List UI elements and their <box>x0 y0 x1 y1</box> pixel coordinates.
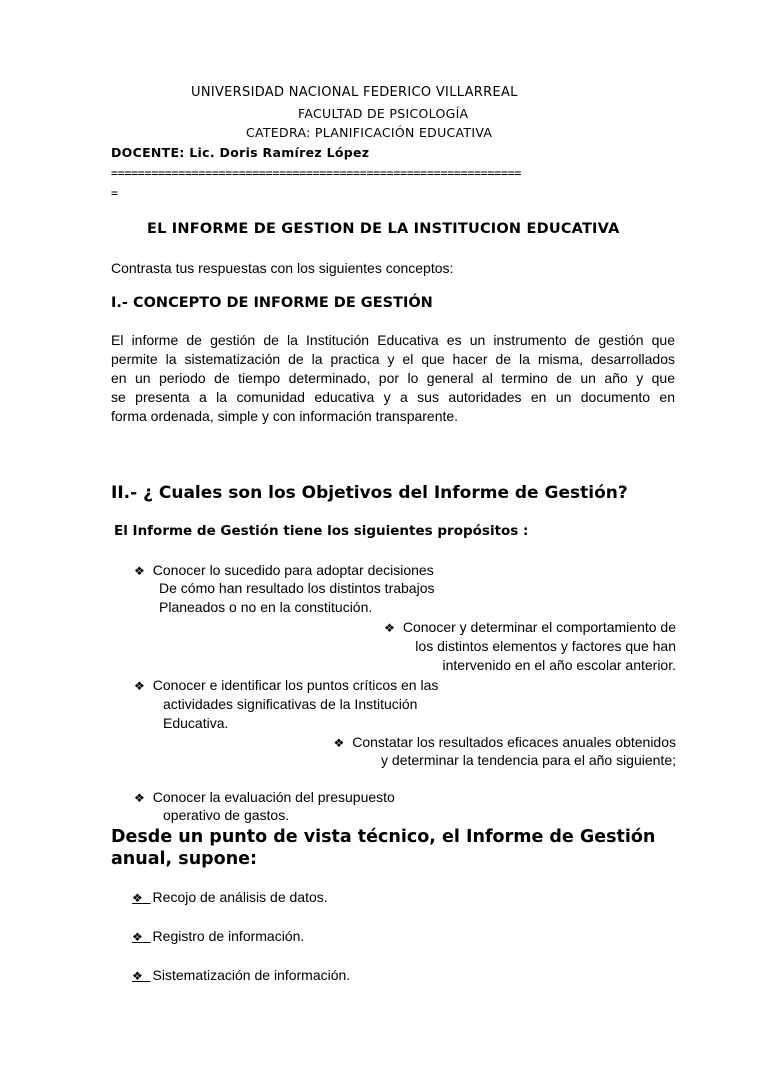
objective-item <box>384 619 676 635</box>
faculty-name: FACULTAD DE PSICOLOGÍA <box>298 106 469 121</box>
objective-item <box>333 734 676 750</box>
technical-item <box>132 889 328 905</box>
university-name: UNIVERSIDAD NACIONAL FEDERICO VILLARREAL <box>191 85 518 100</box>
diamond-bullet-icon: ❖ <box>134 679 145 693</box>
separator-rule: ============================================================= <box>111 166 522 180</box>
objective-line: operativo de gastos. <box>163 807 290 823</box>
objective-item <box>134 562 434 578</box>
objective-item <box>134 677 438 693</box>
teacher-line: DOCENTE: Lic. Doris Ramírez López <box>111 145 370 160</box>
diamond-bullet-icon: ❖ <box>132 930 143 944</box>
section3-heading-line1: Desde un punto de vista técnico, el Informe de Gestión <box>111 827 656 847</box>
section1-heading: I.- CONCEPTO DE INFORME DE GESTIÓN <box>111 295 433 311</box>
objective-line: Conocer lo sucedido para adoptar decisiones <box>152 562 434 578</box>
objective-line: De cómo han resultado los distintos trabajos <box>159 580 435 596</box>
diamond-bullet-icon: ❖ <box>132 969 143 983</box>
technical-item-label: Registro de información. <box>152 928 305 944</box>
objective-line: Conocer y determinar el comportamiento de <box>402 619 676 635</box>
section1-paragraph <box>111 331 675 426</box>
diamond-bullet-icon: ❖ <box>384 621 395 635</box>
technical-item-label: Recojo de análisis de datos. <box>152 889 328 905</box>
objective-line: actividades significativas de la Institución <box>163 696 418 712</box>
objective-line: los distintos elementos y factores que han <box>415 638 676 654</box>
paragraph-line: se presenta a la comunidad educativa y a sus autoridades en un documento en <box>111 389 675 405</box>
section2-subheading: El Informe de Gestión tiene los siguientes propósitos : <box>114 523 529 539</box>
paragraph-line: El informe de gestión de la Institución Educativa es un instrumento de gestión que <box>111 332 675 348</box>
objective-line: Planeados o no en la constitución. <box>159 599 373 615</box>
technical-item <box>132 928 304 944</box>
objective-line: y determinar la tendencia para el año siguiente; <box>381 752 676 768</box>
section2-heading: II.- ¿ Cuales son los Objetivos del Informe de Gestión? <box>111 483 628 503</box>
objective-line: Conocer e identificar los puntos críticos en las <box>152 677 439 693</box>
section3-heading-line2: anual, supone: <box>111 849 258 869</box>
document-title: EL INFORME DE GESTION DE LA INSTITUCION EDUCATIVA <box>147 221 620 237</box>
diamond-bullet-icon: ❖ <box>132 891 143 905</box>
paragraph-line: permite la sistematización de la practica y el que hacer de la misma, desarrollados <box>111 351 675 367</box>
separator-rule-tail: = <box>111 186 118 200</box>
objective-line: Conocer la evaluación del presupuesto <box>152 789 395 805</box>
technical-item <box>132 967 350 983</box>
paragraph-line: en un periodo de tiempo determinado, por lo general al termino de un año y que <box>111 370 675 386</box>
diamond-bullet-icon: ❖ <box>333 736 345 750</box>
paragraph-line: forma ordenada, simple y con información transparente. <box>111 408 459 424</box>
diamond-bullet-icon: ❖ <box>134 564 145 578</box>
technical-item-label: Sistematización de información. <box>152 967 351 983</box>
objective-line: Educativa. <box>163 715 229 731</box>
intro-text: Contrasta tus respuestas con los siguientes conceptos: <box>111 260 454 276</box>
objective-item <box>134 789 395 805</box>
chair-name: CATEDRA: PLANIFICACIÓN EDUCATIVA <box>246 125 493 140</box>
objective-line: intervenido en el año escolar anterior. <box>442 657 676 673</box>
objective-line: Constatar los resultados eficaces anuales obtenidos <box>352 734 676 750</box>
diamond-bullet-icon: ❖ <box>134 791 145 805</box>
